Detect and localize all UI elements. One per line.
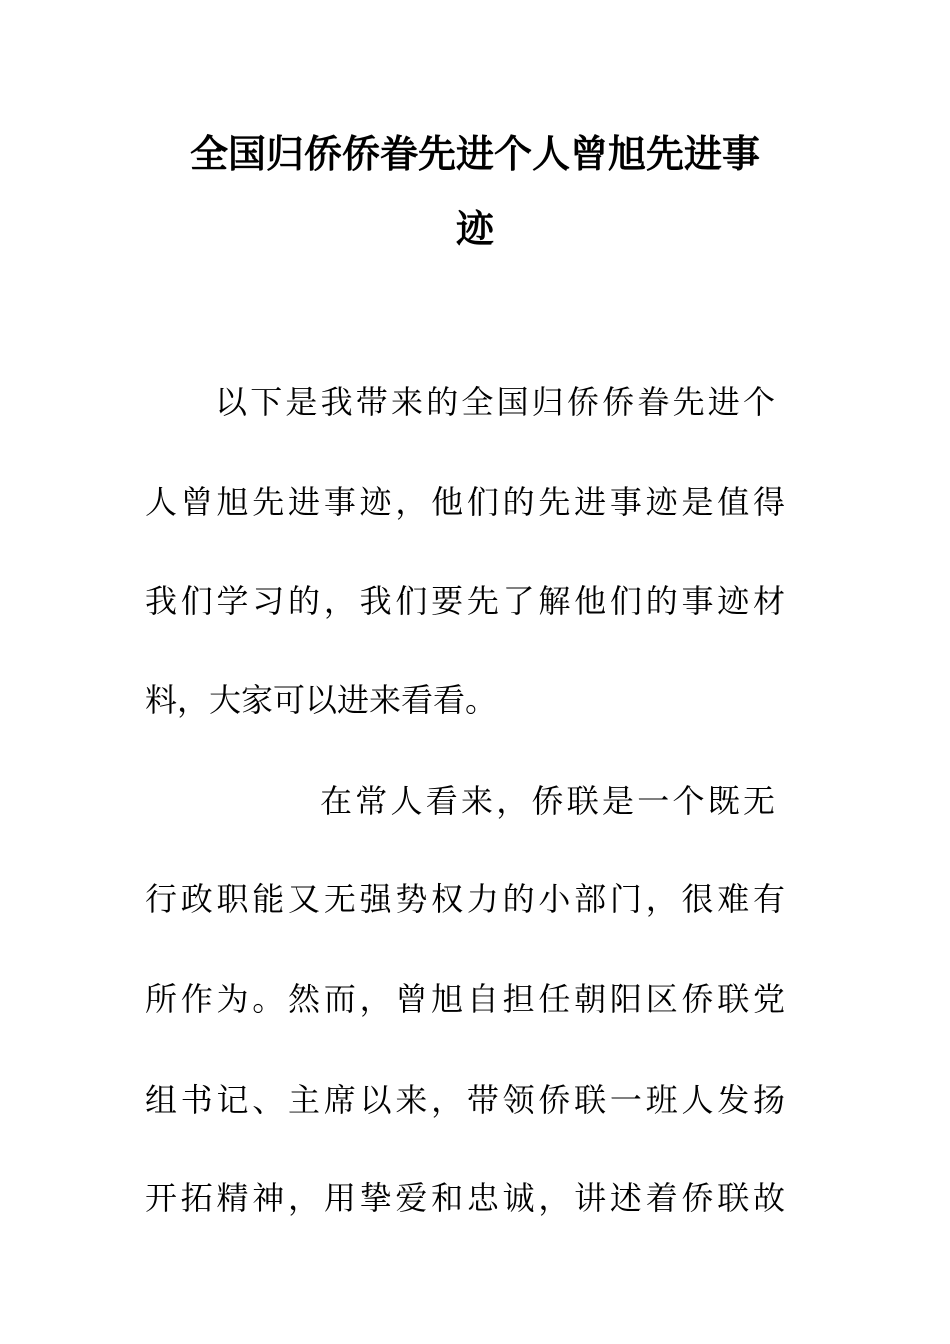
paragraph-2-line-2: 行政职能又无强势权力的小部门，很难有	[145, 880, 785, 918]
paragraph-2-line-3: 所作为。然而，曾旭自担任朝阳区侨联党	[145, 980, 785, 1018]
paragraph-1-line-2: 人曾旭先进事迹，他们的先进事迹是值得	[145, 483, 785, 521]
paragraph-2-line-5: 开拓精神，用挚爱和忠诚，讲述着侨联故	[145, 1179, 785, 1217]
paragraph-2-line-1: 在常人看来，侨联是一个既无	[320, 782, 775, 820]
paragraph-1-line-1: 以下是我带来的全国归侨侨眷先进个	[215, 383, 775, 421]
document-title-line-1: 全国归侨侨眷先进个人曾旭先进事	[189, 131, 760, 176]
paragraph-2-line-4: 组书记、主席以来，带领侨联一班人发扬	[145, 1081, 785, 1119]
paragraph-1-line-4: 料，大家可以进来看看。	[145, 681, 498, 719]
paragraph-1-line-3: 我们学习的，我们要先了解他们的事迹材	[145, 582, 785, 620]
document-title-line-2: 迹	[455, 206, 494, 251]
